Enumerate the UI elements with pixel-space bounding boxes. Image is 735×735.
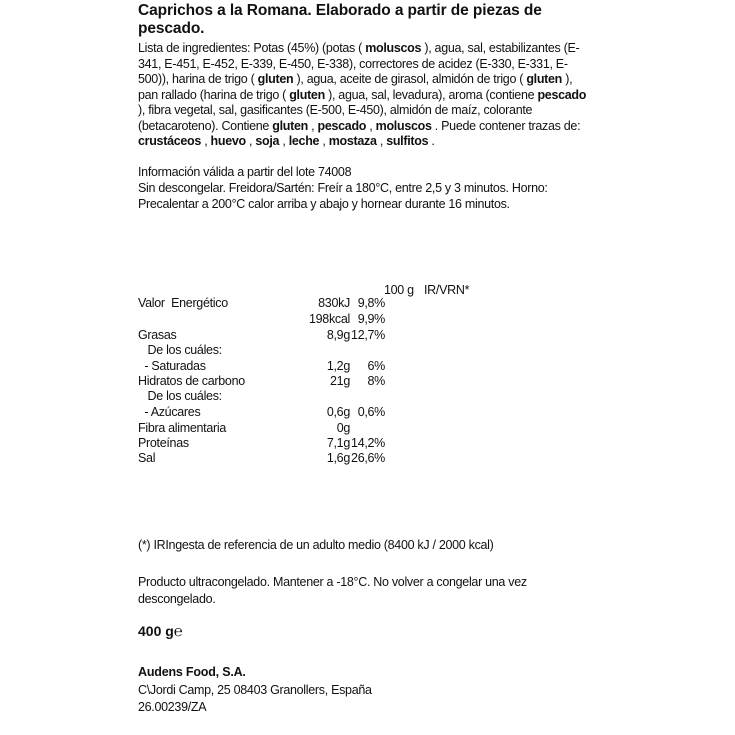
nutrient-value-per100: 1,2g [326, 359, 350, 373]
ingredient-text: , [245, 134, 256, 148]
nutrient-label: De los cuáles: [138, 389, 222, 403]
nutrition-row [138, 436, 498, 452]
ingredients-list [138, 41, 588, 150]
nutrition-row [138, 421, 498, 437]
ingredient-text: ), agua, sal, estabilizantes (E-341, E-451, E-452, E-339, E-450, E-338), correctores de acidez (E-330, E-331, E-500)), harina de trigo ( [138, 41, 580, 86]
nutrient-label: Proteínas [138, 436, 189, 450]
ingredient-text: ), pan rallado (harina de trigo ( [138, 72, 573, 102]
nutrient-label: Valor Energético [138, 296, 228, 310]
nutrient-value-per100: 830kJ [318, 296, 350, 310]
ingredient-text: , [319, 134, 329, 148]
ingredient-text: . Puede contener trazas de: [431, 118, 581, 133]
nutrient-value-ir: 14,2% [351, 436, 385, 450]
storage-instructions: Producto ultracongelado. Mantener a -18°C. No volver a congelar una vez descongelado. [138, 575, 527, 606]
net-weight [138, 623, 183, 640]
allergen-word: gluten [257, 72, 294, 86]
nutrient-label: Grasas [138, 328, 177, 342]
ingredient-text: , [279, 134, 289, 148]
nutrient-value-per100: 198kcal [309, 312, 350, 326]
allergen-word: sulfitos [386, 134, 429, 148]
reference-intake-note: (*) IRIngesta de referencia de un adulto medio (8400 kJ / 2000 kcal) [138, 538, 494, 552]
ingredient-text: , [201, 134, 211, 148]
nutrient-label: Fibra alimentaria [138, 421, 226, 435]
preparation-instructions: Sin descongelar. Freidora/Sartén: Freír a 180°C, entre 2,5 y 3 minutos. Horno: Precalentar a 200°C calor arriba y abajo y hornear durante 16 minutos. [138, 181, 548, 211]
nutrition-row [138, 312, 498, 328]
product-title: Caprichos a la Romana. Elaborado a partir de piezas de pescado. [138, 2, 542, 37]
nutrient-value-ir: 9,9% [357, 312, 385, 326]
nutrient-label: De los cuáles: [138, 343, 222, 357]
nutrition-row [138, 374, 498, 390]
ingredient-text: ), agua, sal, levadura), aroma (contiene [324, 87, 538, 102]
allergen-word: moluscos [365, 41, 422, 55]
ingredient-text: , [376, 134, 387, 148]
net-weight-value: 400 g [138, 623, 174, 639]
nutrient-label: Hidratos de carbono [138, 374, 245, 388]
nutrition-header-per100: 100 g [384, 283, 414, 297]
nutrient-value-ir: 9,8% [357, 296, 385, 310]
allergen-word: mostaza [328, 134, 377, 148]
ingredient-text: . [428, 134, 435, 148]
nutrition-row [138, 451, 498, 467]
lot-info: Información válida a partir del lote 74008 [138, 165, 352, 179]
registry-code: 26.00239/ZA [138, 700, 207, 714]
allergen-word: crustáceos [138, 134, 202, 148]
nutrition-row [138, 359, 498, 375]
allergen-word: pescado [317, 118, 367, 133]
nutrition-header-ir: IR/VRN* [424, 283, 470, 297]
company-name: Audens Food, S.A. [138, 665, 246, 679]
allergen-word: soja [255, 134, 280, 148]
nutrient-value-per100: 21g [330, 374, 350, 388]
nutrient-value-ir: 0,6% [357, 405, 385, 419]
nutrition-row [138, 405, 498, 421]
ingredient-text: , [307, 118, 318, 133]
nutrient-value-per100: 7,1g [326, 436, 350, 450]
ingredient-text: , [366, 118, 376, 133]
nutrient-label: Sal [138, 451, 156, 465]
nutrient-value-per100: 1,6g [326, 451, 350, 465]
nutrient-value-ir: 26,6% [351, 451, 385, 465]
nutrition-row [138, 343, 498, 359]
nutrition-row [138, 389, 498, 405]
nutrient-value-ir: 12,7% [351, 328, 385, 342]
company-address: C\Jordi Camp, 25 08403 Granollers, España [138, 683, 372, 697]
nutrient-value-per100: 0g [336, 421, 350, 435]
nutrient-label: - Azúcares [138, 405, 201, 419]
ingredient-text: Lista de ingredientes: Potas (45%) (potas ( [138, 41, 366, 55]
allergen-word: leche [288, 134, 320, 148]
allergen-word: gluten [272, 118, 308, 133]
ingredient-text: ), fibra vegetal, sal, gasificantes (E-500, E-450), almidón de maíz, colorante (betacaroteno). Contiene [138, 103, 533, 133]
allergen-word: moluscos [375, 118, 432, 133]
nutrient-value-ir: 6% [367, 359, 385, 373]
allergen-word: gluten [526, 72, 563, 86]
allergen-word: pescado [537, 87, 587, 102]
nutrient-label: - Saturadas [138, 359, 206, 373]
nutrition-row [138, 328, 498, 344]
allergen-word: huevo [210, 134, 246, 148]
nutrient-value-per100: 0,6g [326, 405, 350, 419]
nutrient-value-per100: 8,9g [326, 328, 350, 342]
estimated-sign-icon: ℮ [173, 623, 183, 640]
allergen-word: gluten [289, 87, 325, 102]
nutrition-row [138, 296, 498, 312]
ingredient-text: ), agua, aceite de girasol, almidón de trigo ( [293, 72, 527, 86]
nutrient-value-ir: 8% [367, 374, 385, 388]
